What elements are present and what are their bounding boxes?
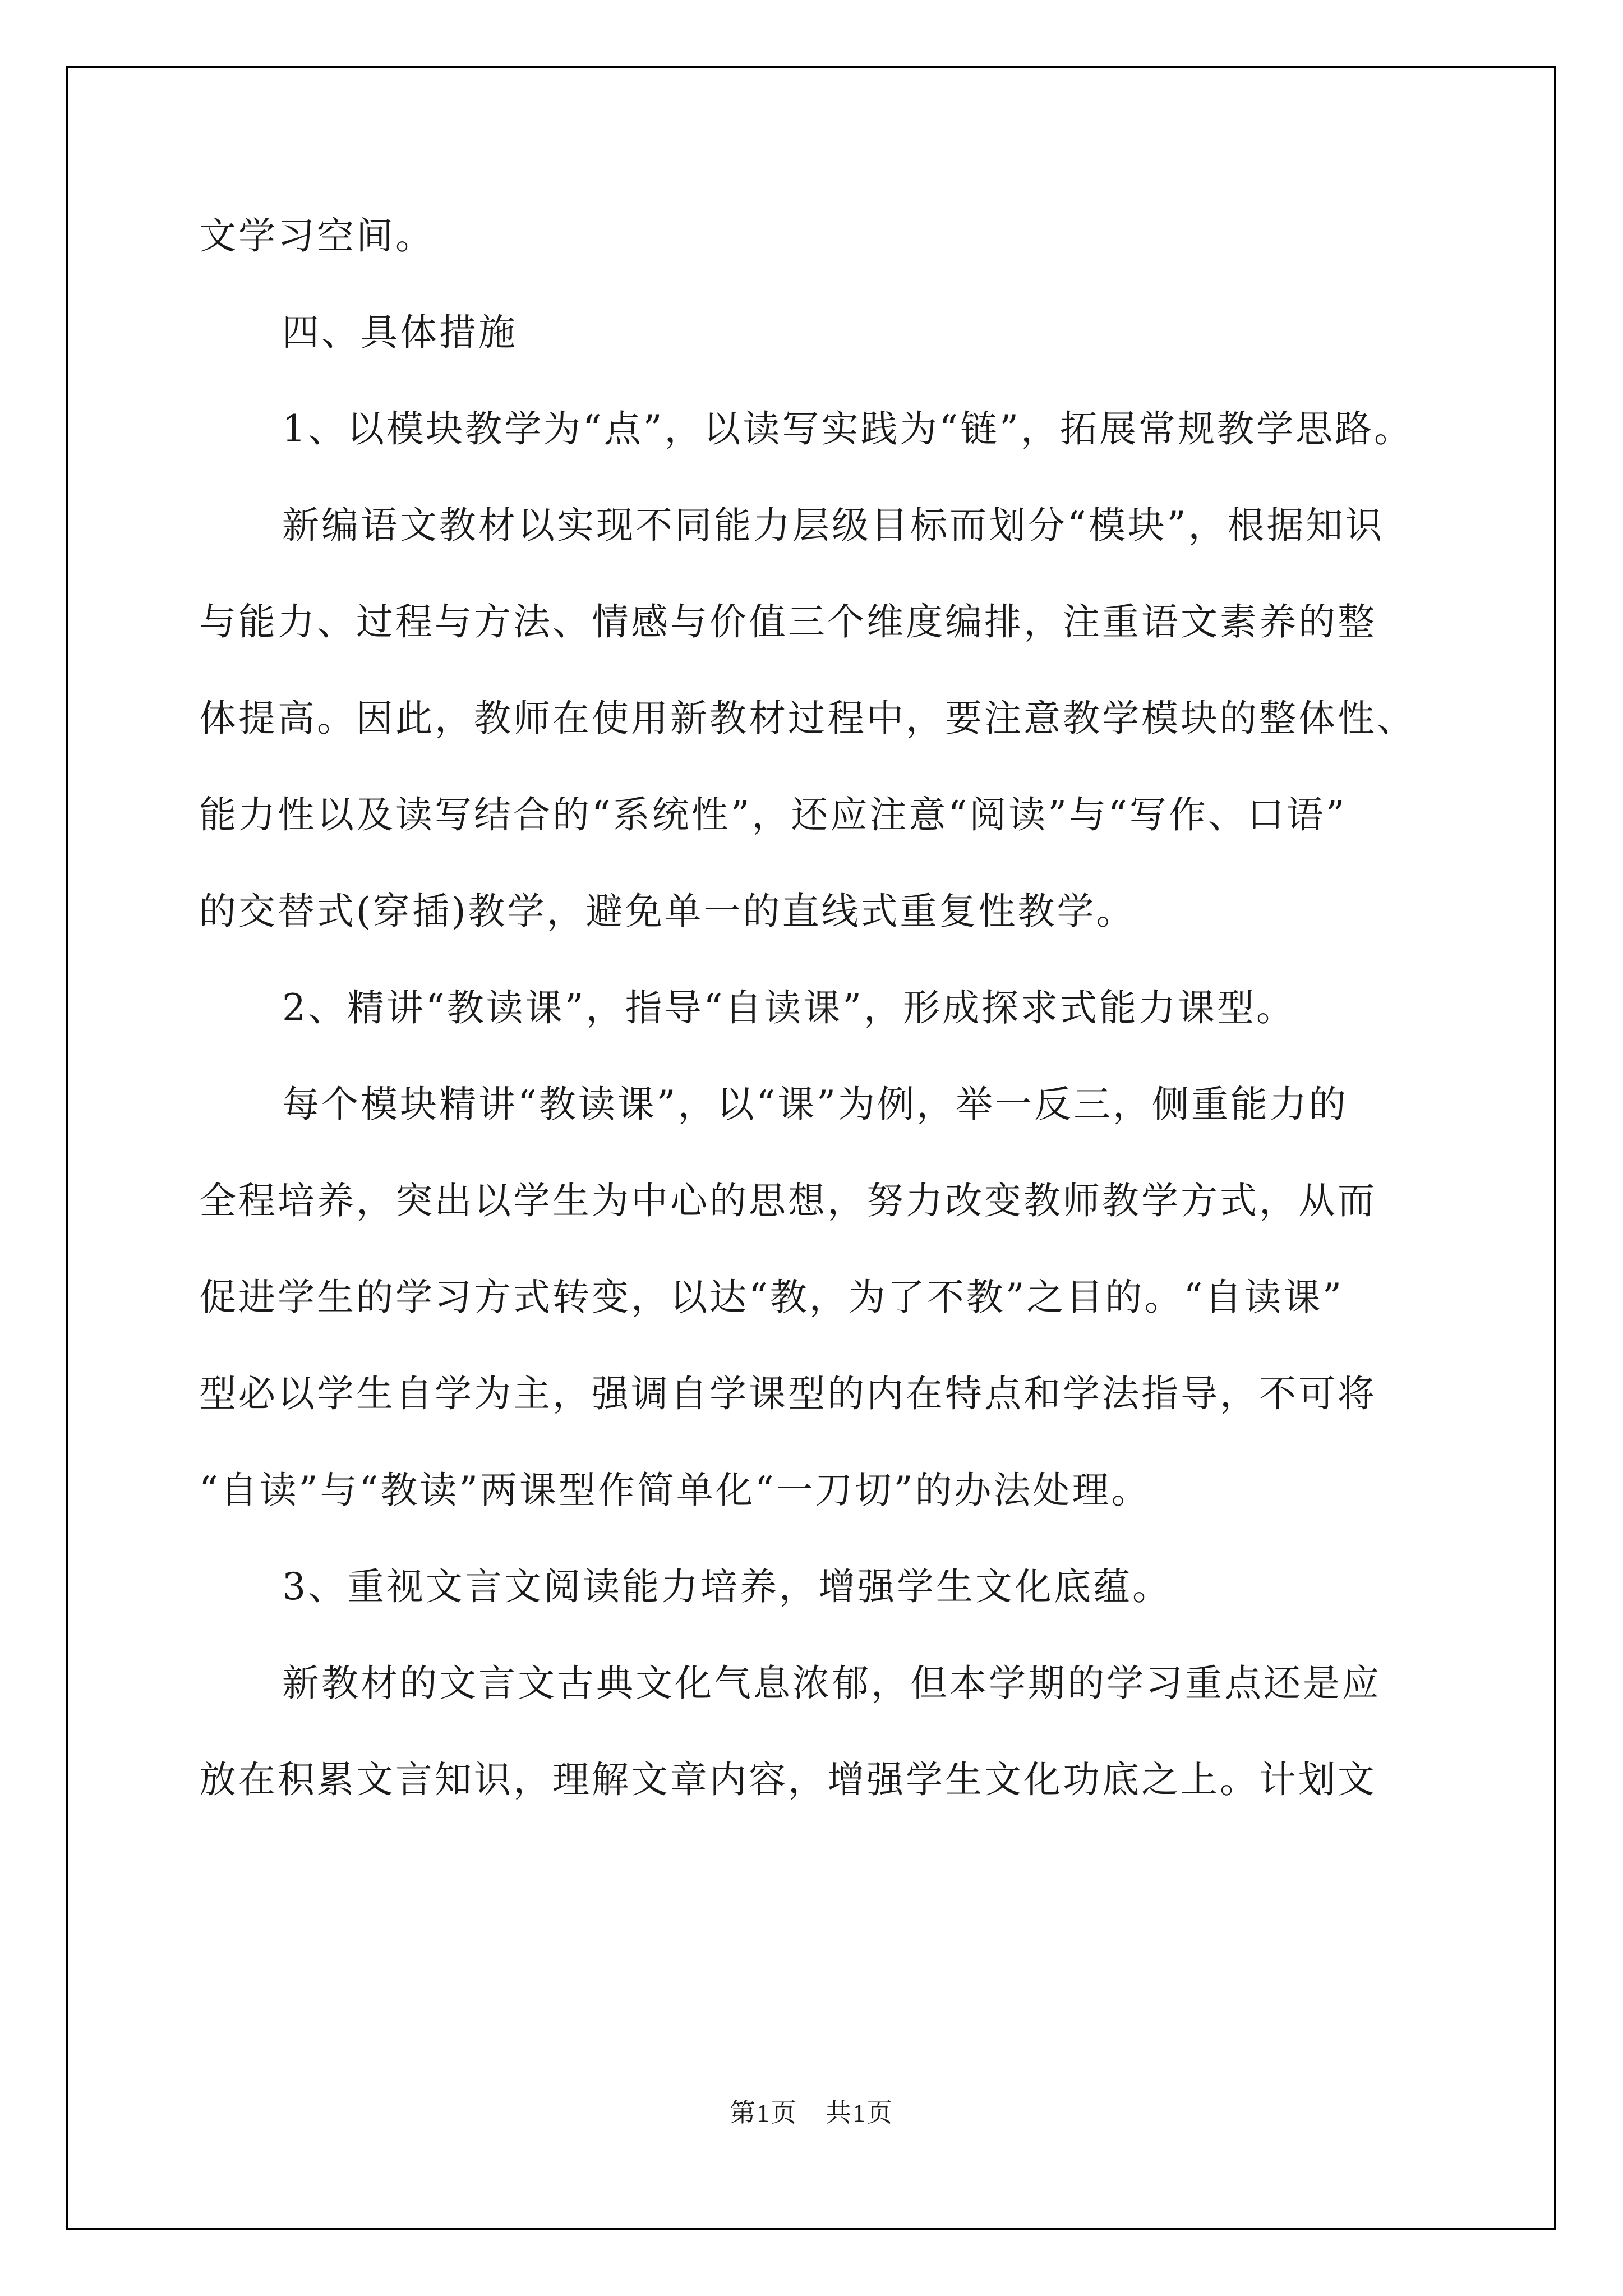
text-line-1: 文学习空间。 [199,214,435,257]
text-line-17: 放在积累文言知识，理解文章内容，增强学生文化功底之上。计划文 [199,1758,1377,1801]
text-line-6: 体提高。因此，教师在使用新教材过程中，要注意教学模块的整体性、 [199,697,1416,740]
text-line-15: 3、重视文言文阅读能力培养，增强学生文化底蕴。 [282,1565,1172,1608]
text-line-14: “自读”与“教读”两课型作简单化“一刀切”的办法处理。 [199,1469,1151,1512]
total-pages: 共1页 [826,2099,893,2127]
text-line-13: 型必以学生自学为主，强调自学课型的内在特点和学法指导，不可将 [199,1372,1377,1415]
document-body [199,188,1438,1828]
text-line-9: 2、精讲“教读课”，指导“自读课”，形成探求式能力课型。 [282,986,1295,1029]
text-line-12: 促进学生的学习方式转变，以达“教，为了不教”之目的。“自读课” [199,1276,1344,1319]
text-line-11: 全程培养，突出以学生为中心的思想，努力改变教师教学方式，从而 [199,1179,1377,1222]
page-number: 第1页 [730,2099,797,2127]
text-line-4: 新编语文教材以实现不同能力层级目标而划分“模块”，根据知识 [282,504,1385,547]
text-line-5: 与能力、过程与方法、情感与价值三个维度编排，注重语文素养的整 [199,600,1377,643]
text-line-7: 能力性以及读写结合的“系统性”，还应注意“阅读”与“写作、口语” [199,793,1347,836]
text-line-16: 新教材的文言文古典文化气息浓郁，但本学期的学习重点还是应 [282,1662,1381,1705]
text-line-8: 的交替式(穿插)教学，避免单一的直线式重复性教学。 [199,890,1136,933]
page-footer [0,2092,1623,2129]
text-line-10: 每个模块精讲“教读课”，以“课”为例，举一反三，侧重能力的 [282,1083,1348,1126]
text-line-3: 1、以模块教学为“点”，以读写实践为“链”，拓展常规教学思路。 [282,407,1413,450]
section-heading-measures: 四、具体措施 [282,311,518,354]
